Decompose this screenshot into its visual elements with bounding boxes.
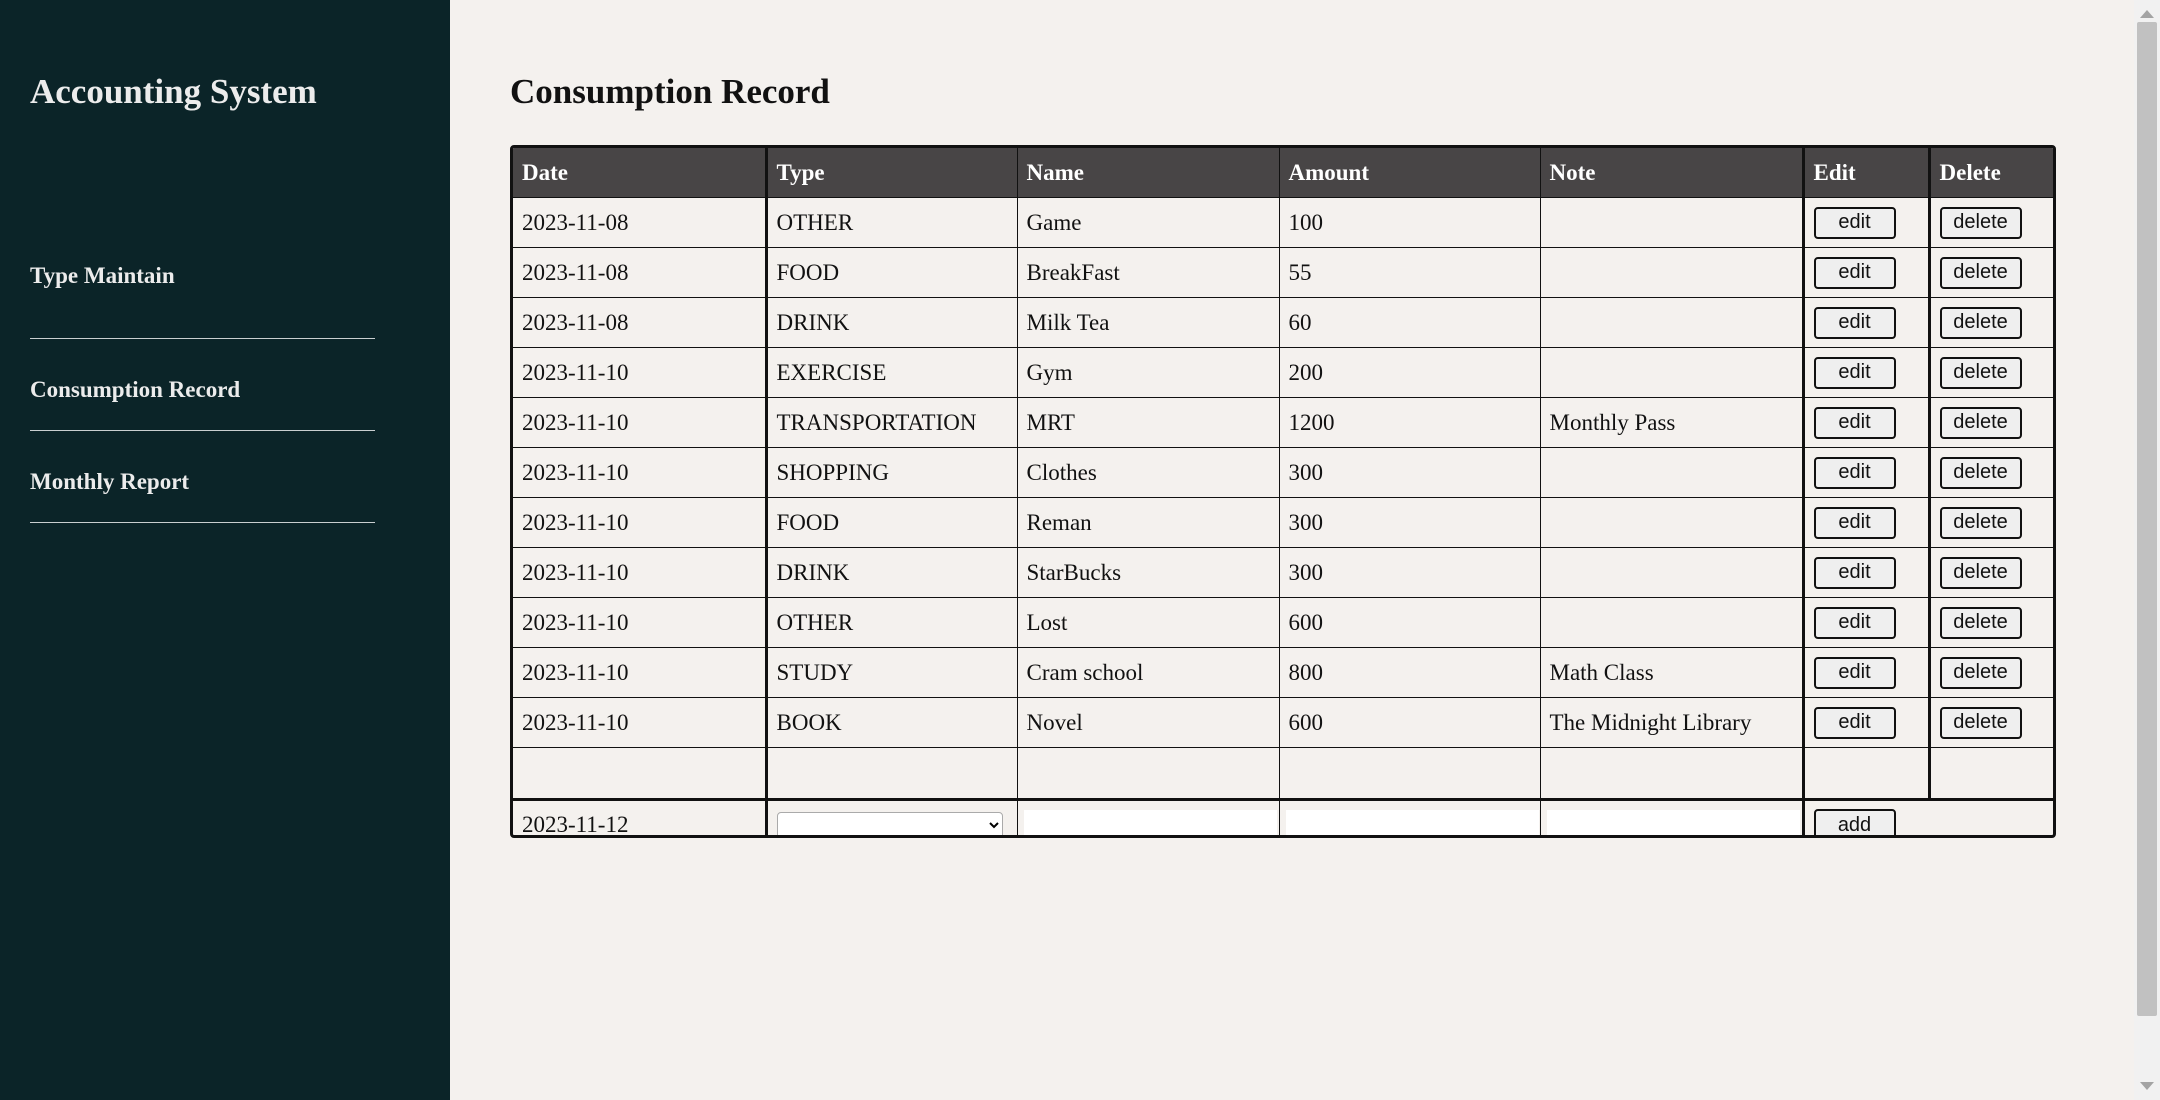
cell-name: Clothes [1017, 448, 1279, 498]
cell-delete [1929, 548, 2053, 598]
cell-edit [1803, 298, 1929, 348]
scroll-down-arrow-icon[interactable] [2140, 1082, 2154, 1090]
cell-name: Lost [1017, 598, 1279, 648]
delete-button[interactable]: delete [1940, 707, 2022, 739]
table-row [513, 548, 2053, 598]
cell-note [1540, 598, 1803, 648]
new-entry-type-cell [766, 800, 1017, 839]
cell-type: OTHER [766, 198, 1017, 248]
delete-button[interactable]: delete [1940, 607, 2022, 639]
cell-date: 2023-11-10 [513, 398, 766, 448]
edit-button[interactable]: edit [1814, 207, 1896, 239]
cell-delete [1929, 348, 2053, 398]
table-row [513, 498, 2053, 548]
table-row [513, 598, 2053, 648]
cell-type: TRANSPORTATION [766, 398, 1017, 448]
edit-button[interactable]: edit [1814, 457, 1896, 489]
cell-name: Milk Tea [1017, 298, 1279, 348]
table-row [513, 348, 2053, 398]
column-header-type: Type [766, 148, 1017, 198]
cell-note: Monthly Pass [1540, 398, 1803, 448]
cell-type: OTHER [766, 598, 1017, 648]
cell-amount: 200 [1279, 348, 1540, 398]
note-input[interactable] [1547, 810, 1800, 838]
cell-edit [1803, 398, 1929, 448]
column-header-name: Name [1017, 148, 1279, 198]
cell-name: Reman [1017, 498, 1279, 548]
cell-edit [1803, 198, 1929, 248]
cell-name: Game [1017, 198, 1279, 248]
cell-name: StarBucks [1017, 548, 1279, 598]
cell-date: 2023-11-08 [513, 198, 766, 248]
delete-button[interactable]: delete [1940, 657, 2022, 689]
amount-input[interactable] [1286, 810, 1539, 838]
edit-button[interactable]: edit [1814, 507, 1896, 539]
column-header-date: Date [513, 148, 766, 198]
cell-edit [1803, 648, 1929, 698]
edit-button[interactable]: edit [1814, 407, 1896, 439]
cell-date: 2023-11-10 [513, 448, 766, 498]
cell-edit [1803, 448, 1929, 498]
sidebar [0, 0, 450, 1100]
vertical-scrollbar[interactable] [2134, 0, 2160, 1100]
cell-note [1540, 448, 1803, 498]
cell-amount: 300 [1279, 498, 1540, 548]
edit-button[interactable]: edit [1814, 707, 1896, 739]
records-table-container [510, 145, 2056, 838]
page-title: Consumption Record [510, 72, 830, 111]
edit-button[interactable]: edit [1814, 257, 1896, 289]
cell-amount: 600 [1279, 598, 1540, 648]
cell-delete [1929, 398, 2053, 448]
cell-note: The Midnight Library [1540, 698, 1803, 748]
cell-delete [1929, 248, 2053, 298]
column-header-amount: Amount [1279, 148, 1540, 198]
delete-button[interactable]: delete [1940, 357, 2022, 389]
cell-note [1540, 248, 1803, 298]
cell-amount: 1200 [1279, 398, 1540, 448]
cell-delete [1929, 198, 2053, 248]
cell-amount: 60 [1279, 298, 1540, 348]
scrollbar-thumb[interactable] [2137, 22, 2157, 1016]
edit-button[interactable]: edit [1814, 557, 1896, 589]
cell-note [1540, 348, 1803, 398]
cell-edit [1803, 248, 1929, 298]
cell-amount: 100 [1279, 198, 1540, 248]
cell-type: SHOPPING [766, 448, 1017, 498]
cell-note [1540, 498, 1803, 548]
table-row [513, 198, 2053, 248]
cell-name: Gym [1017, 348, 1279, 398]
table-header-row [513, 148, 2053, 198]
cell-date: 2023-11-10 [513, 598, 766, 648]
delete-button[interactable]: delete [1940, 207, 2022, 239]
cell-date: 2023-11-10 [513, 348, 766, 398]
cell-delete [1929, 298, 2053, 348]
delete-button[interactable]: delete [1940, 457, 2022, 489]
cell-name: Novel [1017, 698, 1279, 748]
cell-edit [1803, 348, 1929, 398]
cell-amount: 55 [1279, 248, 1540, 298]
cell-note: Math Class [1540, 648, 1803, 698]
sidebar-item-consumption-record[interactable]: Consumption Record [30, 339, 375, 431]
delete-button[interactable]: delete [1940, 407, 2022, 439]
cell-delete [1929, 698, 2053, 748]
cell-name: MRT [1017, 398, 1279, 448]
table-row [513, 298, 2053, 348]
new-entry-row [513, 800, 2053, 839]
cell-type: DRINK [766, 548, 1017, 598]
scroll-up-arrow-icon[interactable] [2140, 10, 2154, 18]
cell-name: Cram school [1017, 648, 1279, 698]
cell-type: EXERCISE [766, 348, 1017, 398]
cell-type: DRINK [766, 298, 1017, 348]
table-row [513, 248, 2053, 298]
delete-button[interactable]: delete [1940, 257, 2022, 289]
cell-date: 2023-11-08 [513, 248, 766, 298]
cell-date: 2023-11-10 [513, 698, 766, 748]
add-button[interactable]: add [1814, 809, 1896, 838]
cell-edit [1803, 698, 1929, 748]
app-title: Accounting System [30, 72, 317, 111]
table-row [513, 648, 2053, 698]
table-row [513, 448, 2053, 498]
delete-button[interactable]: delete [1940, 507, 2022, 539]
table-body [513, 198, 2053, 748]
cell-type: STUDY [766, 648, 1017, 698]
cell-type: FOOD [766, 248, 1017, 298]
sidebar-item-type-maintain[interactable]: Type Maintain [30, 247, 375, 339]
table-row [513, 698, 2053, 748]
name-input[interactable] [1024, 810, 1277, 838]
cell-delete [1929, 598, 2053, 648]
column-header-delete: Delete [1929, 148, 2053, 198]
delete-button[interactable]: delete [1940, 557, 2022, 589]
sidebar-nav [30, 247, 375, 523]
records-table [513, 148, 2053, 838]
table-row [513, 398, 2053, 448]
cell-date: 2023-11-10 [513, 498, 766, 548]
cell-amount: 800 [1279, 648, 1540, 698]
cell-amount: 300 [1279, 548, 1540, 598]
type-select[interactable] [777, 812, 1003, 838]
cell-delete [1929, 448, 2053, 498]
cell-note [1540, 198, 1803, 248]
cell-delete [1929, 648, 2053, 698]
cell-date: 2023-11-10 [513, 648, 766, 698]
cell-date: 2023-11-08 [513, 298, 766, 348]
edit-button[interactable]: edit [1814, 657, 1896, 689]
cell-amount: 300 [1279, 448, 1540, 498]
cell-delete [1929, 498, 2053, 548]
cell-type: BOOK [766, 698, 1017, 748]
sidebar-item-monthly-report[interactable]: Monthly Report [30, 431, 375, 523]
cell-edit [1803, 498, 1929, 548]
cell-name: BreakFast [1017, 248, 1279, 298]
column-header-note: Note [1540, 148, 1803, 198]
table-blank-row [513, 748, 2053, 800]
edit-button[interactable]: edit [1814, 307, 1896, 339]
cell-amount: 600 [1279, 698, 1540, 748]
cell-type: FOOD [766, 498, 1017, 548]
new-entry-date: 2023-11-12 [513, 800, 766, 839]
cell-note [1540, 548, 1803, 598]
column-header-edit: Edit [1803, 148, 1929, 198]
edit-button[interactable]: edit [1814, 607, 1896, 639]
cell-note [1540, 298, 1803, 348]
cell-date: 2023-11-10 [513, 548, 766, 598]
edit-button[interactable]: edit [1814, 357, 1896, 389]
cell-edit [1803, 598, 1929, 648]
delete-button[interactable]: delete [1940, 307, 2022, 339]
cell-edit [1803, 548, 1929, 598]
